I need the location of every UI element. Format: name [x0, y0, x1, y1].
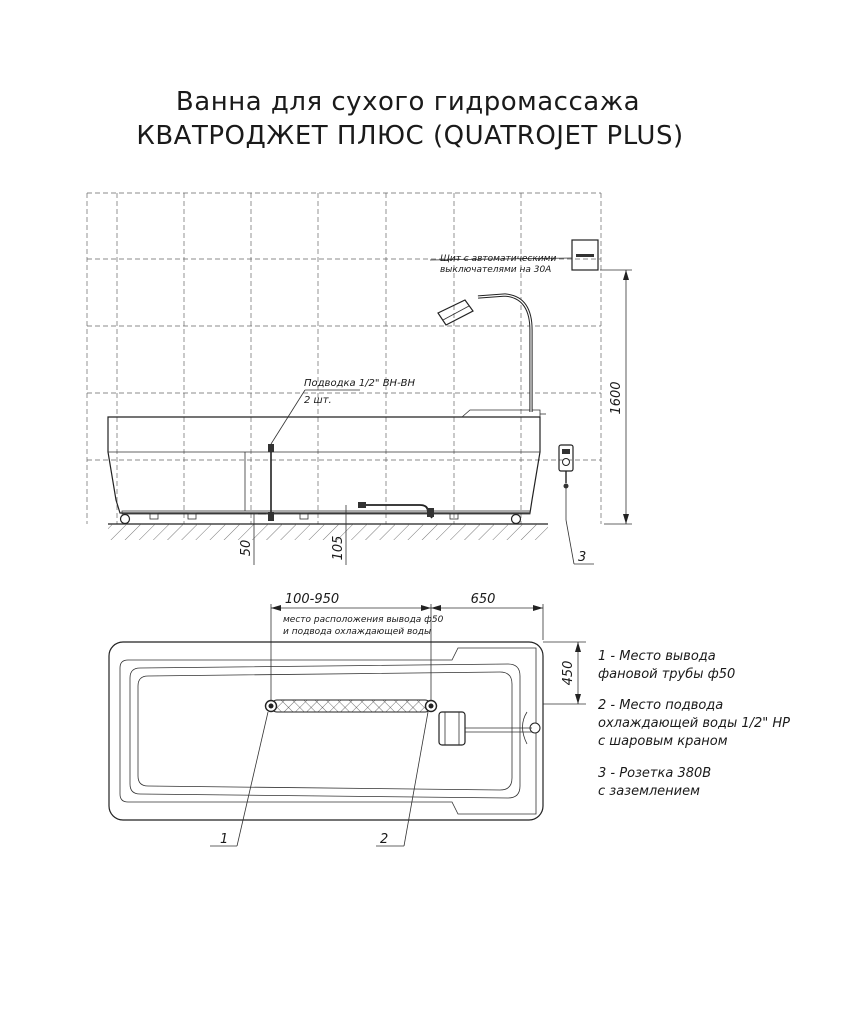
- legend-2-line-2: охлаждающей воды 1/2" НР: [598, 716, 791, 731]
- callout-3: 3: [578, 550, 587, 565]
- dim-range-label: 100-950: [284, 592, 340, 607]
- lamp-top-icon: [439, 712, 532, 745]
- dimension-450: [543, 642, 586, 704]
- dimension-top: [271, 592, 543, 706]
- legend-1-line-2: фановой трубы ф50: [598, 667, 736, 682]
- legend-1-line-1: 1 - Место вывода: [598, 649, 716, 664]
- legend-3-line-2: с заземлением: [598, 784, 700, 799]
- flex-hose: [271, 700, 431, 712]
- socket-380v-icon: [559, 445, 573, 520]
- title-line-1: Ванна для сухого гидромассажа: [175, 87, 641, 117]
- legend-2-line-1: 2 - Место подвода: [598, 698, 724, 713]
- bathtub-top: [109, 642, 543, 820]
- title-line-2: КВАТРОДЖЕТ ПЛЮС (QUATROJET PLUS): [136, 121, 684, 151]
- supply-hose: [268, 444, 274, 521]
- callout-2: 2: [380, 832, 389, 847]
- dim-105-label: 105: [331, 535, 346, 561]
- dim-50-label: 50: [239, 539, 254, 557]
- drain-pipe: [358, 502, 434, 518]
- tiled-wall: [87, 193, 601, 524]
- supply-label-line-1: Подводка 1/2" ВН-ВН: [304, 378, 416, 389]
- legend-3-line-1: 3 - Розетка 380В: [598, 766, 712, 781]
- side-view: [87, 193, 632, 565]
- top-view: [109, 592, 586, 847]
- callout-1: 1: [220, 832, 229, 847]
- supply-label-line-2: 2 шт.: [304, 395, 332, 406]
- outlet-note-line-2: и подвода охлаждающей воды: [283, 627, 432, 637]
- outlet-note-line-1: место расположения вывода ф50: [283, 615, 444, 625]
- legend: [598, 649, 790, 799]
- lamp-head-icon: [438, 300, 473, 325]
- legend-2-line-3: с шаровым краном: [598, 734, 728, 749]
- floor: [108, 524, 548, 540]
- panel-label-line-1: Щит с автоматическими: [440, 254, 557, 264]
- dimension-1600: [600, 270, 632, 524]
- dim-650-label: 650: [470, 592, 496, 607]
- panel-label-line-2: выключателями на 30А: [440, 265, 552, 275]
- dim-450-label: 450: [561, 660, 576, 686]
- bathtub-side: [108, 410, 546, 524]
- lamp-arm: [438, 295, 531, 412]
- dim-1600-label: 1600: [609, 381, 624, 415]
